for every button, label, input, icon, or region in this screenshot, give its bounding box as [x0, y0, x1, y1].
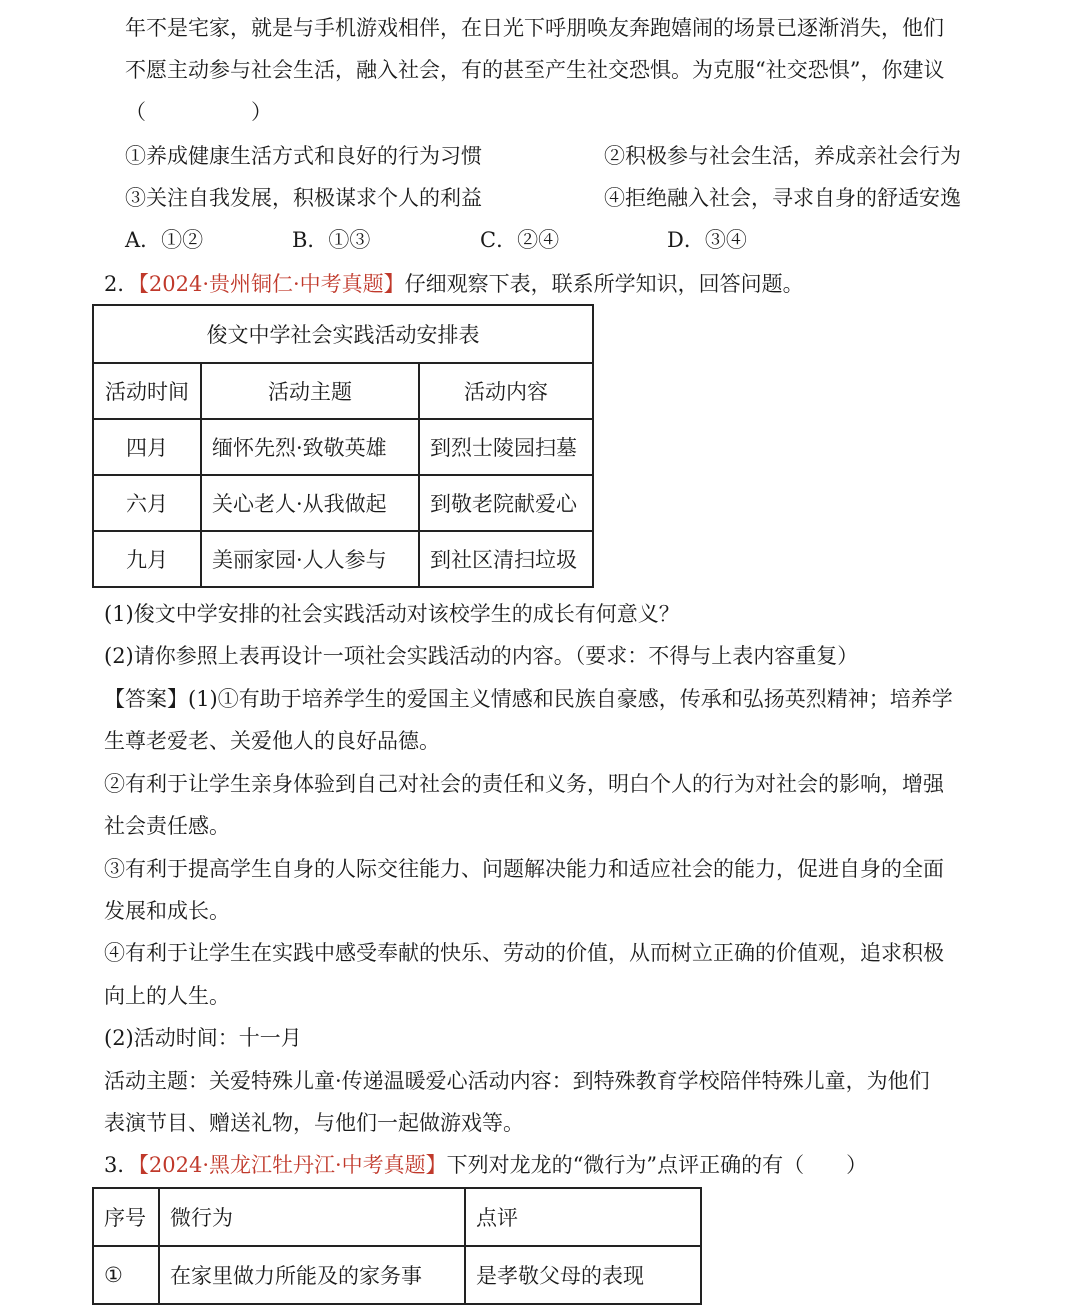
header-comment: 点评	[465, 1188, 701, 1246]
header-behavior: 微行为	[159, 1188, 465, 1246]
header-activity-time: 活动时间	[93, 363, 201, 419]
answer-line: (2)活动时间：十一月	[104, 1026, 302, 1050]
q1-option-a: A．①②	[125, 228, 204, 252]
answer-line: ②有利于让学生亲身体验到自己对社会的责任和义务，明白个人的行为对社会的影响，增强	[104, 772, 944, 796]
table-header-row	[93, 1188, 701, 1246]
cell-theme: 关心老人·从我做起	[201, 475, 419, 531]
q1-answer-blank: （ ）	[125, 100, 272, 124]
answer-line: 生尊老爱老、关爱他人的良好品德。	[104, 729, 440, 753]
cell-theme: 缅怀先烈·致敬英雄	[201, 419, 419, 475]
table-row	[93, 475, 593, 531]
q1-text-line-2: 不愿主动参与社会生活，融入社会，有的甚至产生社交恐惧。为克服“社交恐惧”，你建议	[125, 58, 945, 82]
q1-text-line-1: 年不是宅家，就是与手机游戏相伴，在日光下呼朋唤友奔跑嬉闹的场景已逐渐消失，他们	[125, 16, 944, 40]
cell-comment: 是孝敬父母的表现	[465, 1246, 701, 1304]
answer-line: 发展和成长。	[104, 899, 230, 923]
q3-stem: 下列对龙龙的“微行为”点评正确的有（ ）	[446, 1153, 868, 1177]
answer-line: 表演节目、赠送礼物，与他们一起做游戏等。	[104, 1111, 524, 1135]
q2-sub-question-2: (2)请你参照上表再设计一项社会实践活动的内容。（要求：不得与上表内容重复）	[104, 644, 859, 668]
answer-line: 向上的人生。	[104, 984, 230, 1008]
q1-statement-4: ④拒绝融入社会，寻求自身的舒适安逸	[604, 186, 961, 210]
cell-content: 到敬老院献爱心	[419, 475, 593, 531]
q1-option-d: D．③④	[667, 228, 747, 252]
table-row	[93, 1246, 701, 1304]
table-row	[93, 531, 593, 587]
q3-number: 3．	[104, 1153, 139, 1177]
q2-stem: 仔细观察下表，联系所学知识，回答问题。	[404, 272, 804, 296]
header-activity-theme: 活动主题	[201, 363, 419, 419]
cell-time: 四月	[93, 419, 201, 475]
q2-sub-question-1: (1)俊文中学安排的社会实践活动对该校学生的成长有何意义？	[104, 602, 680, 626]
q1-statement-1: ①养成健康生活方式和良好的行为习惯	[125, 144, 482, 168]
answer-line: 【答案】(1)①有助于培养学生的爱国主义情感和民族自豪感，传承和弘扬英烈精神；培养学	[104, 687, 953, 711]
q2-activity-table	[92, 304, 594, 588]
q1-option-c: C．②④	[480, 228, 560, 252]
answer-line: ④有利于让学生在实践中感受奉献的快乐、劳动的价值，从而树立正确的价值观，追求积极	[104, 941, 944, 965]
q3-source-tag: 【2024·黑龙江牡丹江·中考真题】	[138, 1153, 447, 1177]
answer-line: ③有利于提高学生自身的人际交往能力、问题解决能力和适应社会的能力，促进自身的全面	[104, 857, 944, 881]
q1-statement-2: ②积极参与社会生活，养成亲社会行为	[604, 144, 961, 168]
cell-content: 到社区清扫垃圾	[419, 531, 593, 587]
q2-source-tag: 【2024·贵州铜仁·中考真题】	[138, 272, 405, 296]
cell-theme: 美丽家园·人人参与	[201, 531, 419, 587]
q3-behavior-table	[92, 1187, 702, 1305]
q3-heading	[104, 1151, 867, 1179]
answer-line: 活动主题：关爱特殊儿童·传递温暖爱心活动内容：到特殊教育学校陪伴特殊儿童，为他们	[104, 1069, 930, 1093]
answer-line: 社会责任感。	[104, 814, 230, 838]
q2-number: 2．	[104, 272, 139, 296]
header-activity-content: 活动内容	[419, 363, 593, 419]
cell-time: 六月	[93, 475, 201, 531]
q1-statement-3: ③关注自我发展，积极谋求个人的利益	[125, 186, 482, 210]
table-row	[93, 419, 593, 475]
q2-heading	[104, 270, 804, 298]
table-title-row	[93, 305, 593, 363]
cell-serial: ①	[93, 1246, 159, 1304]
table-header-row	[93, 363, 593, 419]
table-title: 俊文中学社会实践活动安排表	[93, 305, 593, 363]
cell-behavior: 在家里做力所能及的家务事	[159, 1246, 465, 1304]
cell-time: 九月	[93, 531, 201, 587]
q1-option-b: B．①③	[292, 228, 371, 252]
header-serial: 序号	[93, 1188, 159, 1246]
cell-content: 到烈士陵园扫墓	[419, 419, 593, 475]
